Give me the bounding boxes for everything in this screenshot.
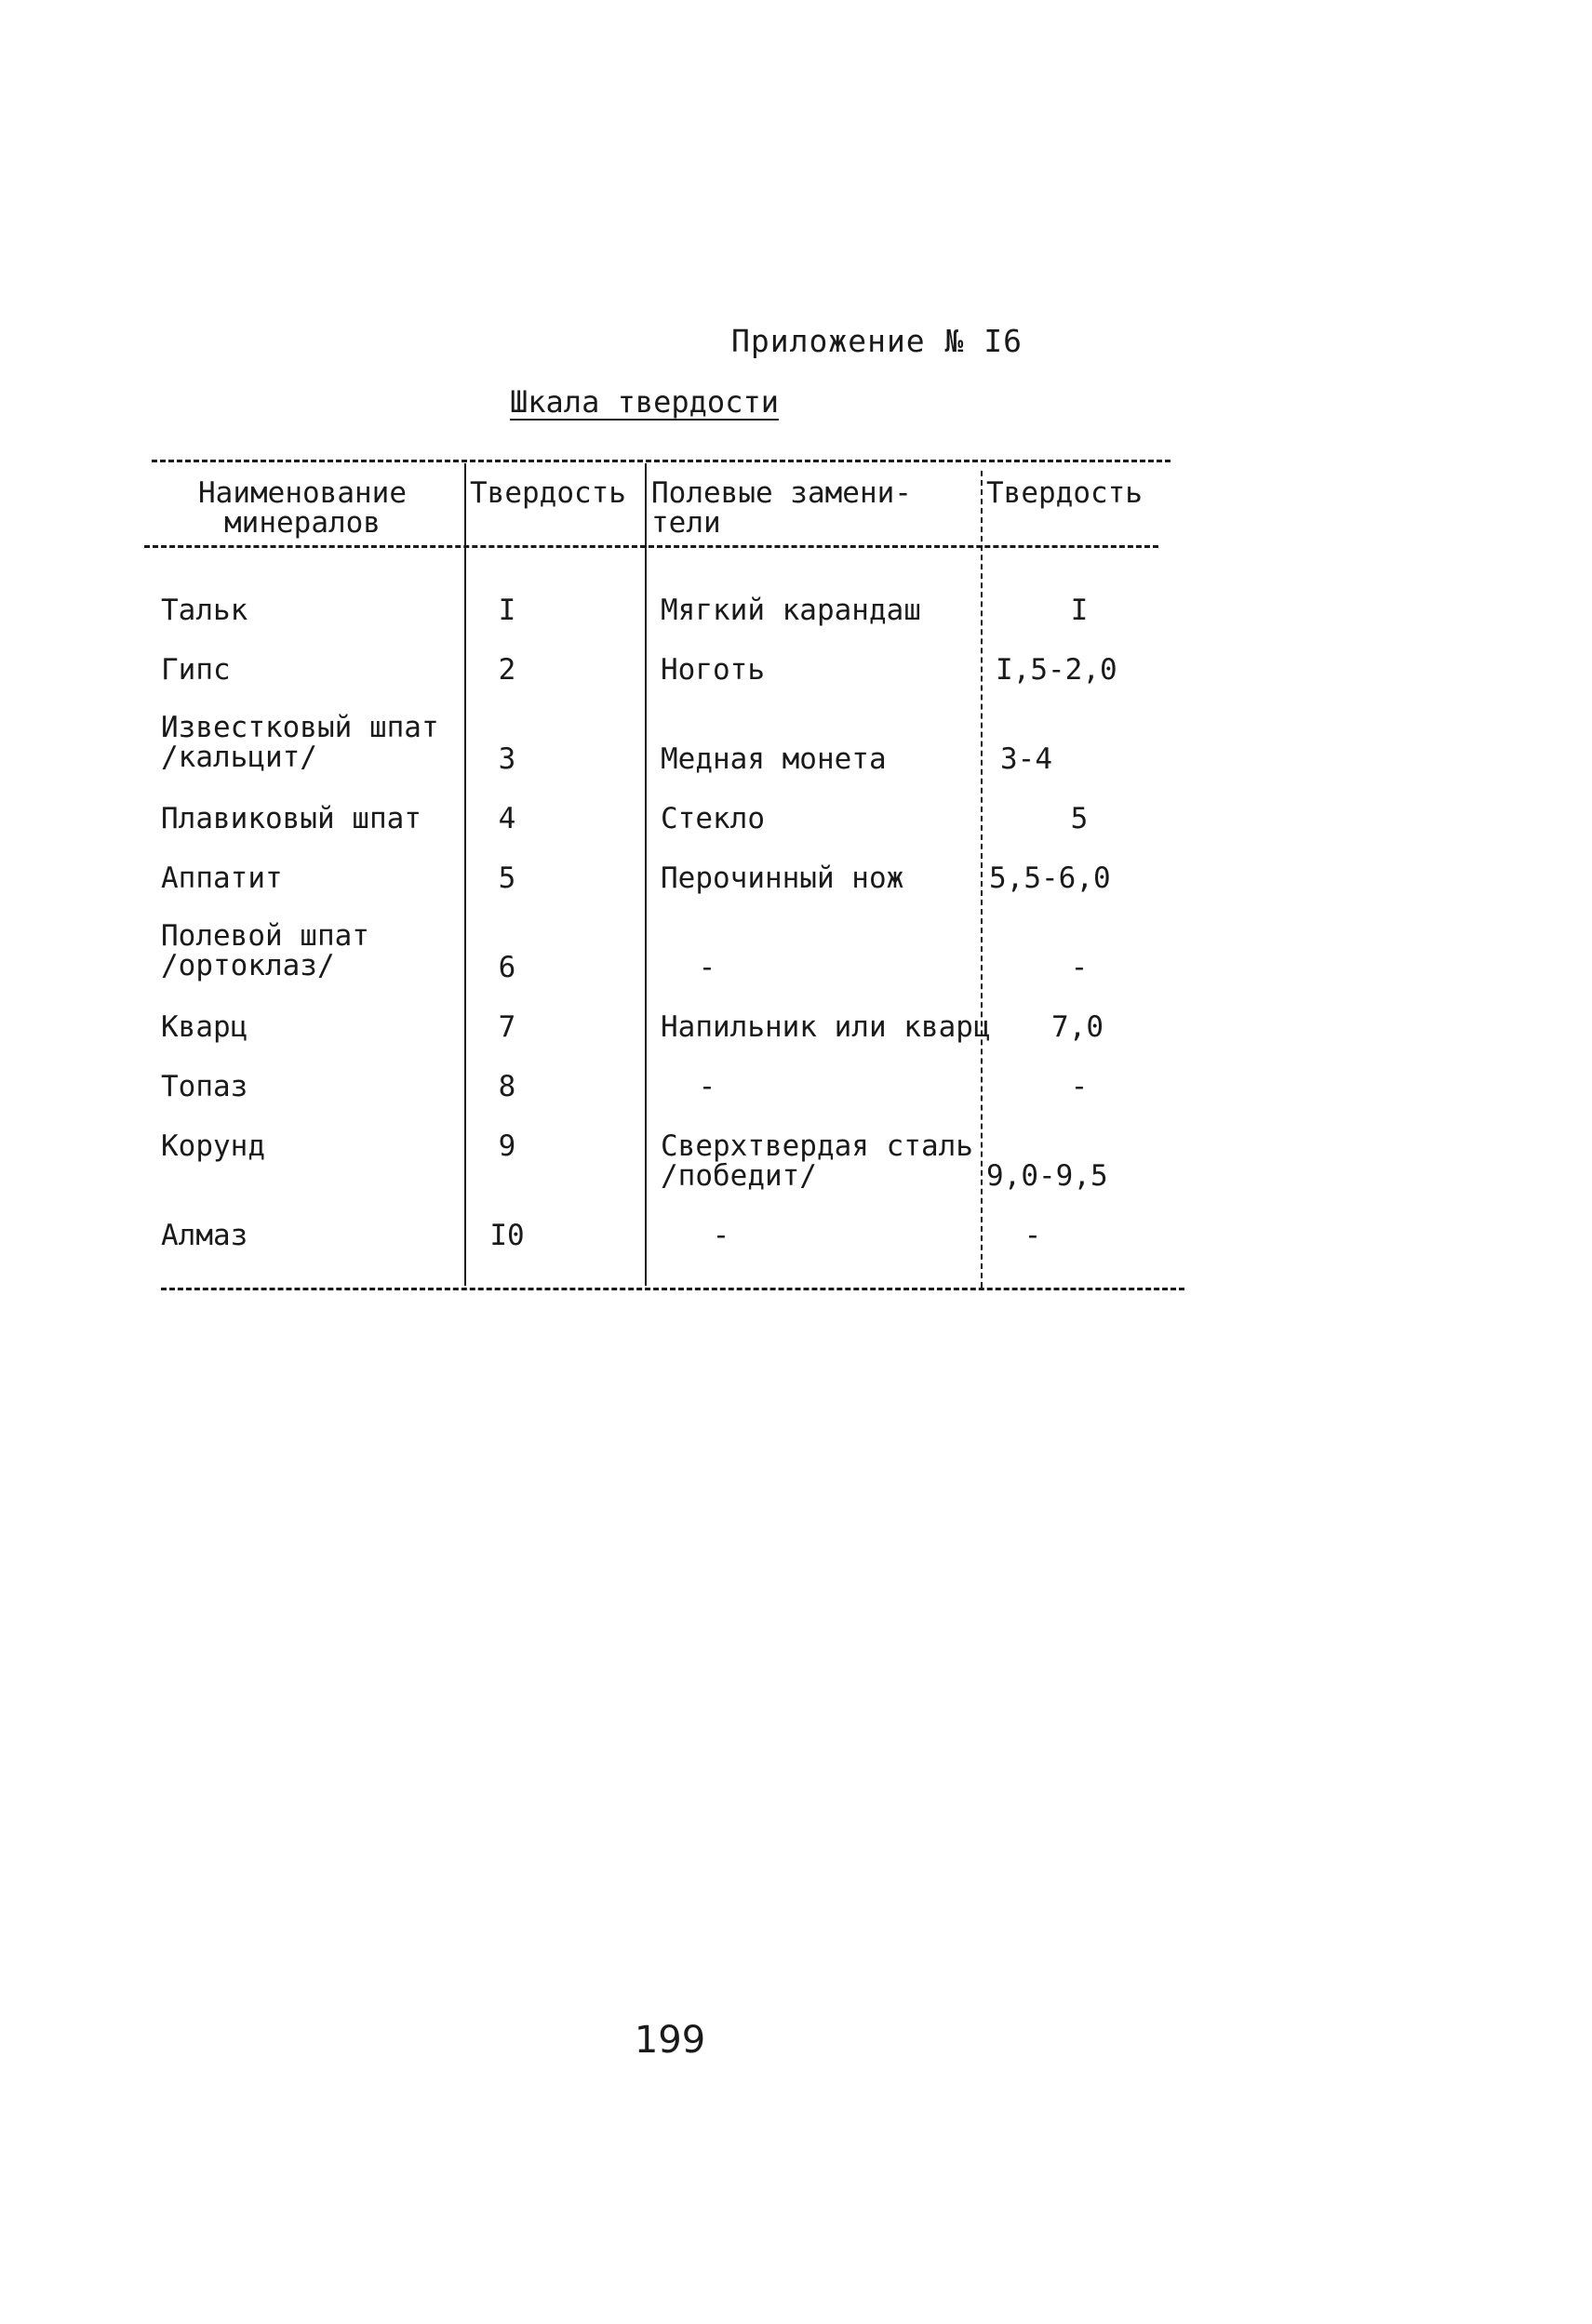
table-row-hardness: 9 [498, 1129, 516, 1163]
column-divider-2 [645, 463, 647, 1286]
table-title: Шкала твердости [510, 384, 779, 420]
table-bottom-rule [161, 1288, 1184, 1290]
table-row-mineral: Гипс [161, 653, 231, 687]
table-row-substitute-hardness: I,5-2,0 [996, 653, 1117, 687]
table-row-hardness: 7 [498, 1010, 516, 1044]
table-row-substitute-line-2: /победит/ [661, 1159, 817, 1193]
table-row-substitute-hardness: - [1070, 951, 1089, 984]
table-row-substitute-line-1: Сверхтвердая сталь [661, 1129, 973, 1163]
column-divider-3 [981, 471, 983, 1288]
table-row-hardness: 5 [498, 861, 516, 895]
header-bottom-rule [144, 545, 1158, 548]
table-row-mineral: Алмаз [161, 1219, 248, 1252]
table-row-mineral-line-2: /кальцит/ [161, 741, 317, 774]
header-substitute-hardness: Твердость [986, 476, 1143, 510]
appendix-label: Приложение № I6 [731, 323, 1023, 359]
table-row-substitute-hardness: I [1070, 594, 1089, 627]
table-row-substitute-hardness: 5,5-6,0 [989, 861, 1111, 895]
table-row-substitute-hardness: 3-4 [1000, 742, 1052, 776]
table-row-substitute-hardness: - [1023, 1219, 1042, 1252]
table-row-hardness: I [498, 594, 516, 627]
table-row-substitute: - [698, 1070, 716, 1103]
table-row-substitute: - [698, 951, 716, 984]
table-row-mineral-line-1: Известковый шпат [161, 711, 439, 744]
table-row-hardness: 8 [498, 1070, 516, 1103]
table-row-hardness: 4 [498, 802, 516, 835]
table-row-substitute [661, 1131, 973, 1191]
table-row-mineral [161, 713, 439, 772]
header-mineral-line-1: Наименование [198, 476, 407, 510]
header-substitute [651, 478, 912, 538]
table-row-substitute-hardness: - [1070, 1070, 1089, 1103]
table-row-mineral: Аппатит [161, 861, 283, 895]
header-substitute-line-2: тели [651, 506, 721, 540]
table-row-mineral-line-2: /ортоклаз/ [161, 949, 335, 982]
table-row-substitute: Напильник или кварц [661, 1010, 991, 1044]
table-top-rule [152, 460, 1171, 462]
table-row-substitute: Медная монета [661, 742, 887, 776]
table-row-substitute: - [712, 1219, 730, 1252]
table-row-mineral: Тальк [161, 594, 248, 627]
header-mineral-line-2: минералов [224, 506, 381, 540]
table-row-substitute: Мягкий карандаш [661, 594, 921, 627]
table-row-hardness: 6 [498, 951, 516, 984]
table-row-hardness: 2 [498, 653, 516, 687]
table-row-mineral: Кварц [161, 1010, 248, 1044]
table-row-hardness: 3 [498, 742, 516, 776]
column-divider-1 [464, 463, 466, 1286]
table-row-hardness: I0 [489, 1219, 525, 1252]
table-row-substitute-hardness: 7,0 [1051, 1010, 1104, 1044]
table-row-mineral [161, 921, 369, 981]
table-row-mineral-line-1: Полевой шпат [161, 919, 369, 953]
table-row-substitute: Стекло [661, 802, 765, 835]
table-row-substitute-hardness: 5 [1070, 802, 1089, 835]
table-row-mineral: Плавиковый шпат [161, 802, 421, 835]
table-row-substitute: Перочинный нож [661, 861, 904, 895]
header-hardness: Твердость [470, 476, 626, 510]
table-row-mineral: Топаз [161, 1070, 248, 1103]
table-row-substitute: Ноготь [661, 653, 765, 687]
page-number: 199 [634, 2019, 706, 2062]
table-row-substitute-hardness: 9,0-9,5 [986, 1159, 1108, 1193]
header-substitute-line-1: Полевые замени- [651, 476, 912, 510]
hardness-table [144, 460, 1182, 1297]
header-mineral [144, 478, 461, 538]
table-row-mineral: Корунд [161, 1129, 265, 1163]
